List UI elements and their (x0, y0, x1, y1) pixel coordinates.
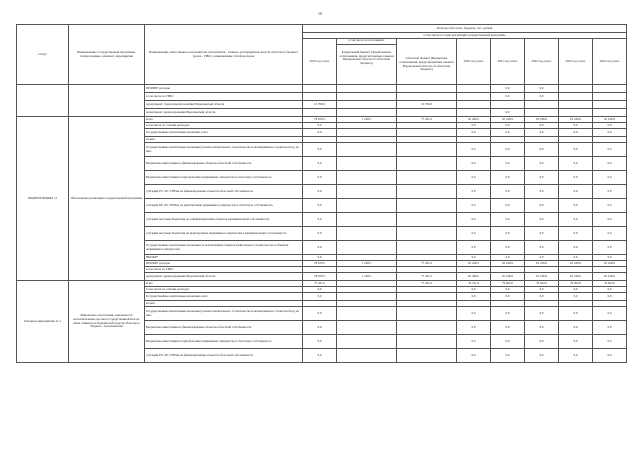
cell-y2019: 0,0 (303, 307, 337, 321)
cell-y2022: 0,0 (525, 241, 559, 255)
cell-y2023: 0,0 (559, 143, 593, 157)
row-label: департамент здравоохранения Воронежской области (145, 273, 303, 281)
cell-y2023: 0,0 (559, 185, 593, 199)
cell-y2022: 0,0 (525, 255, 559, 261)
header-year-2022: 2022 год, всего (525, 39, 559, 85)
cell-y2019 (303, 93, 337, 101)
row-program-name (69, 85, 145, 117)
cell-fed (337, 143, 397, 157)
cell-y2021: 0,0 (491, 129, 525, 137)
cell-y2024: 0,0 (593, 199, 627, 213)
cell-y2019: 0,0 (303, 227, 337, 241)
cell-y2024: 81 168,9 (593, 117, 627, 123)
cell-y2019: 0,0 (303, 171, 337, 185)
cell-y2019: 0,0 (303, 287, 337, 293)
row-label: Государственные капитальные вложения, всего (145, 129, 303, 137)
cell-y2019: 0,0 (303, 199, 337, 213)
header-year-2023: 2023 год, всего (559, 39, 593, 85)
row-label: из них: (145, 301, 303, 307)
cell-y2022: 0,0 (525, 123, 559, 129)
row-label: субсидии ЕУ, АУ, УНУпм на финансирование объектов областной собственности (145, 349, 303, 363)
cell-y2022: 0,0 (525, 213, 559, 227)
cell-fed (337, 307, 397, 321)
cell-y2023: 81 168,9 (559, 261, 593, 267)
cell-y2024 (593, 101, 627, 109)
cell-y2023: 0,0 (559, 255, 593, 261)
row-label: в том числе по ГРБС: (145, 267, 303, 273)
cell-fed (337, 157, 397, 171)
cell-y2019: 77 451,0 (303, 281, 337, 287)
row-label: Бюджетные инвестиции на приобретение недвижимого имущества в областную собственность (145, 335, 303, 349)
cell-reg (397, 227, 457, 241)
cell-reg: 13 700,0 (397, 101, 457, 109)
row-label: всего (145, 117, 303, 123)
cell-y2022 (525, 101, 559, 109)
cell-y2024 (593, 109, 627, 117)
cell-y2023: 0,0 (559, 321, 593, 335)
header-expenses-group: Расходы областного бюджета, тыс. рублей (303, 25, 627, 33)
cell-y2019: 0,0 (303, 143, 337, 157)
cell-reg (397, 143, 457, 157)
cell-y2023 (559, 109, 593, 117)
cell-y2019: 0,0 (303, 185, 337, 199)
cell-y2021: 0,0 (491, 185, 525, 199)
cell-y2021: 0,0 (491, 199, 525, 213)
cell-reg (397, 349, 457, 363)
row-label: в том числе по статьям расходов: (145, 287, 303, 293)
cell-y2019: 0,0 (303, 335, 337, 349)
cell-y2022: 0,0 (525, 321, 559, 335)
cell-y2022: 0,0 (525, 307, 559, 321)
table-row (17, 85, 627, 93)
cell-y2020: 0,0 (457, 213, 491, 227)
cell-y2019: 0,0 (303, 293, 337, 301)
table-header (17, 25, 627, 85)
cell-y2020: 0,0 (457, 349, 491, 363)
row-label: Государственные капитальные вложения (объекты капитального строительства и незавершенное строительство), из них: (145, 307, 303, 321)
cell-y2020: 0,0 (457, 185, 491, 199)
cell-y2023: 0,0 (559, 349, 593, 363)
cell-y2020 (457, 109, 491, 117)
header-year-2024: 2024 год, всего (593, 39, 627, 85)
cell-y2024: 0,0 (593, 129, 627, 137)
cell-fed: 1 228,5 (337, 117, 397, 123)
cell-y2021: 0,0 (491, 335, 525, 349)
cell-y2021: 0,0 (491, 93, 525, 101)
cell-y2020 (457, 101, 491, 109)
header-status: Статус (17, 25, 69, 85)
cell-y2019: 0,0 (303, 129, 337, 137)
cell-y2024 (593, 93, 627, 101)
cell-y2021: 0,0 (491, 143, 525, 157)
cell-y2021 (491, 101, 525, 109)
cell-reg (397, 241, 457, 255)
budget-table (16, 24, 627, 363)
cell-y2023: 81 168,9 (559, 117, 593, 123)
cell-y2023 (559, 85, 593, 93)
cell-y2019: 0,0 (303, 157, 337, 171)
cell-reg (397, 171, 457, 185)
cell-fed (337, 185, 397, 199)
cell-y2019: 78 679,5 (303, 261, 337, 267)
cell-y2021: 81 168,9 (491, 273, 525, 281)
cell-y2023: 79 822,0 (559, 281, 593, 287)
cell-y2020: 79 741,9 (457, 281, 491, 287)
cell-y2020: 0,0 (457, 255, 491, 261)
cell-y2022: 0,0 (525, 185, 559, 199)
cell-y2019: 78 679,5 (303, 117, 337, 123)
cell-y2024: 0,0 (593, 287, 627, 293)
cell-y2022: 0,0 (525, 293, 559, 301)
cell-y2021: 0,0 (491, 85, 525, 93)
cell-y2020: 0,0 (457, 157, 491, 171)
cell-y2024 (593, 85, 627, 93)
cell-y2024: 81 168,9 (593, 273, 627, 281)
cell-y2024: 81 168,9 (593, 261, 627, 267)
cell-y2020: 0,0 (457, 293, 491, 301)
cell-y2021: 81 168,9 (491, 261, 525, 267)
cell-fed (337, 293, 397, 301)
cell-y2023: 0,0 (559, 307, 593, 321)
cell-reg: 77 451,0 (397, 261, 457, 267)
cell-y2020 (457, 85, 491, 93)
cell-y2020: 0,0 (457, 287, 491, 293)
cell-reg (397, 85, 457, 93)
row-label: Государственные капитальные вложения (за исключением объектов капитального строительства и объектов недвижимого имущества) (145, 241, 303, 255)
cell-y2020: 0,0 (457, 335, 491, 349)
header-year-2021: 2021 год, всего (491, 39, 525, 85)
cell-y2020: 81 428,5 (457, 261, 491, 267)
cell-y2024: 0,0 (593, 213, 627, 227)
cell-y2023: 81 168,9 (559, 273, 593, 281)
cell-fed (337, 171, 397, 185)
cell-y2024: 0,0 (593, 185, 627, 199)
cell-y2022: 0,0 (525, 143, 559, 157)
cell-y2021: 0,0 (491, 241, 525, 255)
header-by-years: в том числе по годам реализации государственной программы (303, 33, 627, 39)
cell-y2024: 0,0 (593, 241, 627, 255)
cell-reg (397, 199, 457, 213)
row-label: НИОКР* (145, 255, 303, 261)
cell-y2024: 0,0 (593, 143, 627, 157)
cell-y2023: 0,0 (559, 213, 593, 227)
cell-y2022: 0,0 (525, 85, 559, 93)
cell-y2023: 0,0 (559, 157, 593, 171)
block1-body (17, 85, 627, 117)
header-federal-text: федеральный бюджет (Задействовано ассигнования, предусмотренные законом Воронежской области об областном бюджете) (339, 50, 394, 65)
cell-y2020: 81 428,5 (457, 273, 491, 281)
row-label: Государственные капитальные вложения, всего (145, 293, 303, 301)
cell-y2020: 81 428,5 (457, 117, 491, 123)
cell-y2022: 0,0 (525, 93, 559, 101)
cell-y2020: 0,0 (457, 307, 491, 321)
row-label: субсидии местным бюджетам на приобретение недвижимого имущества в муниципальную собственность (145, 227, 303, 241)
row-label: ПРОЧИЕ расходы (145, 261, 303, 267)
cell-fed (337, 241, 397, 255)
cell-reg: 77 451,0 (397, 273, 457, 281)
cell-y2022 (525, 109, 559, 117)
cell-y2019 (303, 85, 337, 93)
block3-body (17, 281, 627, 363)
cell-reg (397, 109, 457, 117)
cell-y2019: 0,0 (303, 321, 337, 335)
cell-y2019 (303, 109, 337, 117)
cell-y2022: 0,0 (525, 199, 559, 213)
row-program-name: Финансовое обеспечение деятельности исполнительных органов государственной власти, иных главных распорядителей средств областного бюджета - исполнителей (69, 281, 145, 363)
row-label: Бюджетные инвестиции на финансирование объектов областной собственности (145, 157, 303, 171)
header-regional: областной бюджет (Бюджетные ассигнования, предусмотренные законом Воронежской области об областном бюджете) (397, 39, 457, 85)
cell-reg: 77 451,0 (397, 117, 457, 123)
cell-y2023 (559, 93, 593, 101)
cell-y2022: 81 168,9 (525, 117, 559, 123)
row-label: субсидии местным бюджетам на софинансирование объектов муниципальной собственности (145, 213, 303, 227)
row-label: из них: (145, 137, 303, 143)
cell-y2024: 0,0 (593, 123, 627, 129)
cell-reg: 77 451,0 (397, 281, 457, 287)
cell-y2024: 0,0 (593, 157, 627, 171)
cell-y2019: 13 700,0 (303, 101, 337, 109)
cell-y2022: 0,0 (525, 171, 559, 185)
cell-y2021: 0,0 (491, 171, 525, 185)
cell-fed (337, 129, 397, 137)
cell-y2022: 81 168,9 (525, 273, 559, 281)
cell-y2024: 0,0 (593, 307, 627, 321)
cell-y2023: 0,0 (559, 287, 593, 293)
cell-fed (337, 321, 397, 335)
cell-y2022: 0,0 (525, 129, 559, 137)
cell-y2021: 0,0 (491, 287, 525, 293)
cell-y2020: 0,0 (457, 241, 491, 255)
row-program-name: Обеспечение реализации государственной программы (69, 117, 145, 281)
cell-y2020: 0,0 (457, 321, 491, 335)
cell-y2022: 0,0 (525, 157, 559, 171)
cell-y2024: 0,0 (593, 255, 627, 261)
cell-y2021: 0,0 (491, 293, 525, 301)
cell-y2023: 0,0 (559, 293, 593, 301)
cell-y2021: 81 168,9 (491, 117, 525, 123)
header-year-2020: 2020 год, всего (457, 39, 491, 85)
cell-y2020: 0,0 (457, 123, 491, 129)
cell-y2019: 0,0 (303, 213, 337, 227)
cell-y2021: 0,0 (491, 213, 525, 227)
row-label: в том числе по ГРБС: (145, 93, 303, 101)
cell-y2019: 0,0 (303, 255, 337, 261)
cell-y2022: 79 822,0 (525, 281, 559, 287)
cell-y2020 (457, 93, 491, 101)
cell-fed (337, 101, 397, 109)
cell-y2020: 0,0 (457, 227, 491, 241)
header-year-2019: 2019 год, всего (303, 39, 337, 85)
cell-y2024: 0,0 (593, 171, 627, 185)
cell-y2022: 81 168,9 (525, 261, 559, 267)
cell-fed (337, 85, 397, 93)
row-label: ПРОЧИЕ расходы (145, 85, 303, 93)
cell-y2022: 0,0 (525, 349, 559, 363)
cell-reg (397, 185, 457, 199)
cell-y2021: 0,0 (491, 307, 525, 321)
cell-y2020: 0,0 (457, 171, 491, 185)
cell-reg (397, 129, 457, 137)
cell-y2021: 79 822,0 (491, 281, 525, 287)
cell-y2023: 0,0 (559, 171, 593, 185)
row-status (17, 85, 69, 117)
cell-y2024: 0,0 (593, 293, 627, 301)
cell-reg (397, 321, 457, 335)
cell-y2023: 0,0 (559, 227, 593, 241)
row-label: департамент строительной политики Воронежской области (145, 101, 303, 109)
cell-reg (397, 213, 457, 227)
cell-fed (337, 109, 397, 117)
cell-fed: 1 228,5 (337, 261, 397, 267)
cell-y2024: 0,0 (593, 227, 627, 241)
cell-fed (337, 93, 397, 101)
cell-reg (397, 157, 457, 171)
cell-y2020: 0,0 (457, 129, 491, 137)
row-status: Основное мероприятие 11.1 (17, 281, 69, 363)
header-program-name: Наименование государственной программы, подпрограммы, основного мероприятия (69, 25, 145, 85)
cell-y2021: 0,0 (491, 123, 525, 129)
cell-y2023: 0,0 (559, 123, 593, 129)
cell-y2024: 0,0 (593, 321, 627, 335)
cell-y2021: 0,0 (491, 227, 525, 241)
cell-y2021: 0,0 (491, 157, 525, 171)
cell-reg (397, 293, 457, 301)
cell-y2023: 0,0 (559, 241, 593, 255)
row-label: Бюджетные инвестиции на приобретение недвижимого имущества в областную собственность (145, 171, 303, 185)
row-label: субсидии ЕУ, АУ, УНУпм на финансирование объектов областной собственности (145, 185, 303, 199)
row-label: Государственные капитальные вложения (объекты капитального строительства и незавершенное строительство), из них: (145, 143, 303, 157)
cell-y2019: 78 679,5 (303, 273, 337, 281)
cell-y2024: 0,0 (593, 335, 627, 349)
page-number: 10 (318, 11, 322, 16)
cell-fed: 1 228,5 (337, 273, 397, 281)
cell-y2022: 0,0 (525, 227, 559, 241)
cell-y2023: 0,0 (559, 199, 593, 213)
block2-body (17, 117, 627, 281)
cell-y2022: 0,0 (525, 335, 559, 349)
cell-fed (337, 335, 397, 349)
cell-fed (337, 199, 397, 213)
cell-fed (337, 213, 397, 227)
cell-y2021: 0,0 (491, 109, 525, 117)
cell-fed (337, 349, 397, 363)
cell-y2020: 0,0 (457, 199, 491, 213)
cell-y2023: 0,0 (559, 335, 593, 349)
cell-y2019: 0,0 (303, 349, 337, 363)
cell-y2019: 0,0 (303, 241, 337, 255)
cell-y2021: 0,0 (491, 321, 525, 335)
header-executor: Наименование ответственного исполнителя, исполнителя - главного распорядителя средств областного бюджета (далее - ГРБС), наименование статей расходов (145, 25, 303, 85)
row-label: Бюджетные инвестиции на финансирование объектов областной собственности (145, 321, 303, 335)
cell-y2021: 0,0 (491, 255, 525, 261)
row-status: ПОДПРОГРАММА 11 (17, 117, 69, 281)
cell-reg (397, 93, 457, 101)
cell-y2023: 0,0 (559, 129, 593, 137)
cell-reg (397, 307, 457, 321)
cell-y2019: 0,0 (303, 123, 337, 129)
cell-reg (397, 335, 457, 349)
row-label: департамент здравоохранения Воронежской области (145, 109, 303, 117)
cell-y2024: 79 822,0 (593, 281, 627, 287)
cell-y2021: 0,0 (491, 349, 525, 363)
row-label: всего (145, 281, 303, 287)
cell-y2023 (559, 101, 593, 109)
header-federal (337, 39, 397, 85)
cell-y2020: 0,0 (457, 143, 491, 157)
header-incl-sources: в том числе по источникам: (337, 39, 396, 45)
cell-fed (337, 227, 397, 241)
row-label: субсидии БУ, АУ, УНУпм на приобретение недвижимого имущества в областную собственность (145, 199, 303, 213)
cell-y2022: 0,0 (525, 287, 559, 293)
row-label: в том числе по статьям расходов: (145, 123, 303, 129)
cell-y2024: 0,0 (593, 349, 627, 363)
